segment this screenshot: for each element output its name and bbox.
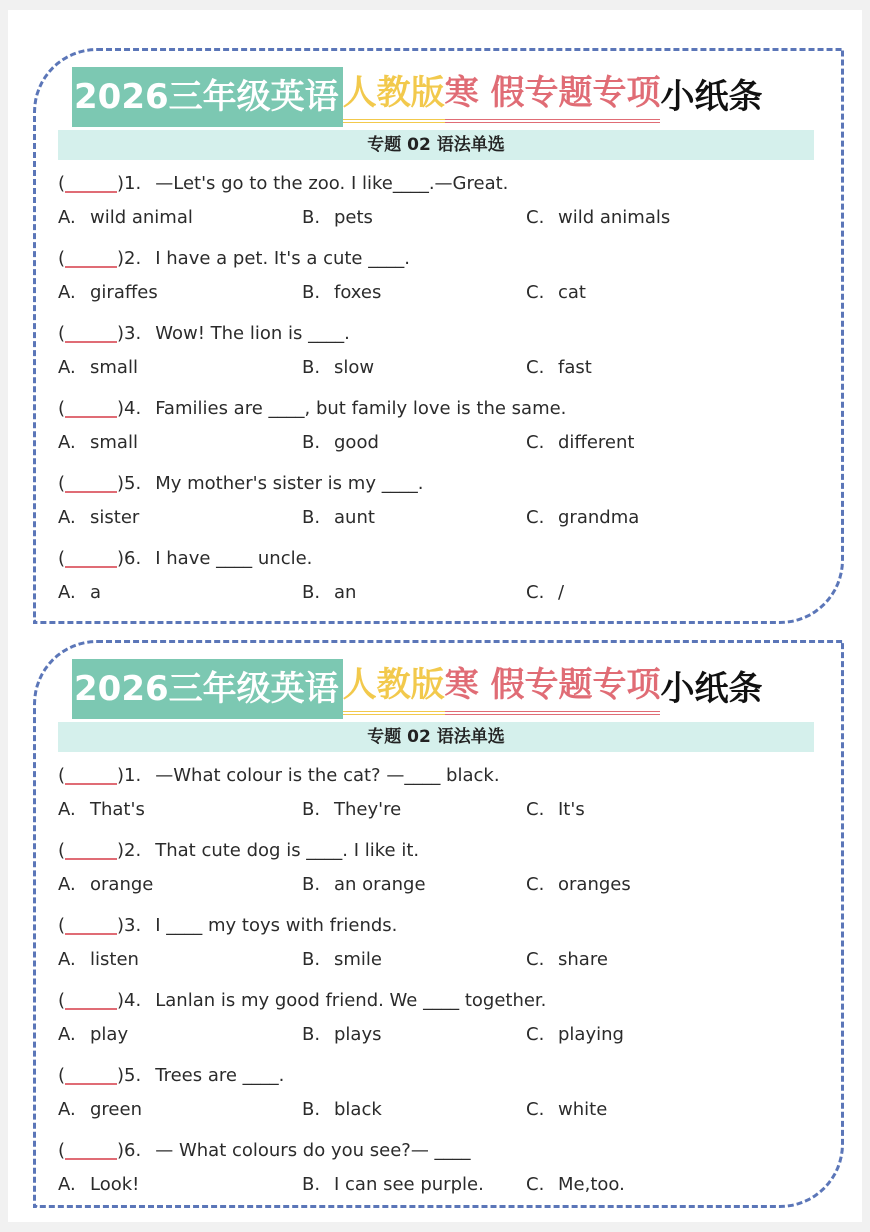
answer-blank[interactable] <box>65 986 117 1010</box>
question-item <box>58 392 818 467</box>
option-text: wild animal <box>90 207 193 228</box>
option-b[interactable] <box>302 351 374 385</box>
option-text: That's <box>90 799 145 820</box>
question-number: )1. <box>117 765 142 786</box>
answer-options <box>58 1168 818 1202</box>
question-item <box>58 542 818 617</box>
option-letter: C. <box>526 799 545 820</box>
option-a[interactable] <box>58 1093 142 1127</box>
question-text: My mother's sister is my ____. <box>155 473 424 494</box>
option-text: foxes <box>334 282 382 303</box>
open-paren: ( <box>58 398 66 419</box>
question-text: Trees are ____. <box>155 1065 285 1086</box>
option-c[interactable] <box>526 1018 624 1052</box>
question-item <box>58 834 818 909</box>
option-b[interactable] <box>302 943 382 977</box>
option-b[interactable] <box>302 1093 382 1127</box>
open-paren: ( <box>58 548 66 569</box>
question-stem-line <box>58 317 818 351</box>
question-stem-line <box>58 759 818 793</box>
open-paren: ( <box>58 1065 66 1086</box>
option-text: an <box>334 582 357 603</box>
question-number: )6. <box>117 1140 142 1161</box>
option-letter: A. <box>58 1099 76 1120</box>
question-text: I have ____ uncle. <box>155 548 313 569</box>
option-letter: B. <box>302 207 321 228</box>
option-text: listen <box>90 949 139 970</box>
question-stem-line <box>58 834 818 868</box>
question-stem-line <box>58 242 818 276</box>
answer-options <box>58 426 818 460</box>
option-a[interactable] <box>58 426 138 460</box>
question-item <box>58 1059 818 1134</box>
worksheet-title <box>72 67 762 127</box>
open-paren: ( <box>58 840 66 861</box>
option-letter: C. <box>526 1024 545 1045</box>
option-letter: C. <box>526 432 545 453</box>
open-paren: ( <box>58 248 66 269</box>
question-text: —Let's go to the zoo. I like____.—Great. <box>155 173 509 194</box>
quiz-card-2 <box>33 640 844 1208</box>
option-letter: C. <box>526 1099 545 1120</box>
option-a[interactable] <box>58 276 158 310</box>
option-text: black <box>334 1099 382 1120</box>
answer-blank[interactable] <box>65 244 117 268</box>
question-number: )5. <box>117 473 142 494</box>
question-stem-line <box>58 392 818 426</box>
option-text: Me,too. <box>558 1174 625 1195</box>
option-text: cat <box>558 282 586 303</box>
question-stem-line <box>58 984 818 1018</box>
option-letter: B. <box>302 282 321 303</box>
question-number: )2. <box>117 248 142 269</box>
title-part-grade: 2026三年级英语 <box>72 659 343 719</box>
option-letter: A. <box>58 799 76 820</box>
option-text: oranges <box>558 874 631 895</box>
option-b[interactable] <box>302 1018 382 1052</box>
open-paren: ( <box>58 1140 66 1161</box>
option-b[interactable] <box>302 501 375 535</box>
answer-options <box>58 793 818 827</box>
option-text: pets <box>334 207 373 228</box>
option-c[interactable] <box>526 501 639 535</box>
option-b[interactable] <box>302 576 356 610</box>
question-item <box>58 242 818 317</box>
option-letter: C. <box>526 207 545 228</box>
question-number: )2. <box>117 840 142 861</box>
option-text: an orange <box>334 874 426 895</box>
option-text: play <box>90 1024 129 1045</box>
answer-options <box>58 576 818 610</box>
question-item <box>58 317 818 392</box>
option-b[interactable] <box>302 201 373 235</box>
option-letter: A. <box>58 1174 76 1195</box>
option-text: slow <box>334 357 375 378</box>
answer-options <box>58 1018 818 1052</box>
option-text: I can see purple. <box>334 1174 484 1195</box>
title-part-topic: 寒 假专题专项 <box>445 67 661 123</box>
option-letter: B. <box>302 507 321 528</box>
question-list <box>58 759 818 1209</box>
answer-blank[interactable] <box>65 761 117 785</box>
option-letter: C. <box>526 1174 545 1195</box>
option-text: good <box>334 432 379 453</box>
question-text: I have a pet. It's a cute ____. <box>155 248 410 269</box>
question-stem-line <box>58 909 818 943</box>
option-letter: A. <box>58 207 76 228</box>
option-a[interactable] <box>58 868 153 902</box>
option-letter: A. <box>58 949 76 970</box>
question-text: I ____ my toys with friends. <box>155 915 398 936</box>
option-a[interactable] <box>58 793 145 827</box>
answer-blank[interactable] <box>65 1136 117 1160</box>
option-letter: A. <box>58 1024 76 1045</box>
option-c[interactable] <box>526 276 586 310</box>
open-paren: ( <box>58 323 66 344</box>
answer-options <box>58 351 818 385</box>
option-text: / <box>558 582 565 603</box>
option-b[interactable] <box>302 868 426 902</box>
option-c[interactable] <box>526 868 631 902</box>
title-part-topic: 寒 假专题专项 <box>445 659 661 715</box>
answer-blank[interactable] <box>65 319 117 343</box>
option-text: smile <box>334 949 382 970</box>
answer-options <box>58 1093 818 1127</box>
option-letter: B. <box>302 582 321 603</box>
option-letter: B. <box>302 1024 321 1045</box>
question-stem-line <box>58 1059 818 1093</box>
question-number: )1. <box>117 173 142 194</box>
question-text: Lanlan is my good friend. We ____ together. <box>155 990 547 1011</box>
question-text: That cute dog is ____. I like it. <box>155 840 420 861</box>
question-number: )3. <box>117 915 142 936</box>
option-text: Look! <box>90 1174 140 1195</box>
option-letter: C. <box>526 282 545 303</box>
title-part-edition: 人教版 <box>343 659 445 715</box>
option-c[interactable] <box>526 576 564 610</box>
option-letter: B. <box>302 1174 321 1195</box>
option-text: share <box>558 949 608 970</box>
option-text: a <box>90 582 102 603</box>
option-c[interactable] <box>526 351 592 385</box>
option-c[interactable] <box>526 943 608 977</box>
answer-options <box>58 501 818 535</box>
option-a[interactable] <box>58 576 101 610</box>
answer-options <box>58 276 818 310</box>
question-item <box>58 984 818 1059</box>
option-letter: B. <box>302 874 321 895</box>
quiz-card-1 <box>33 48 844 624</box>
answer-blank[interactable] <box>65 911 117 935</box>
question-stem-line <box>58 167 818 201</box>
option-a[interactable] <box>58 943 139 977</box>
title-part-note: 小纸条 <box>660 77 763 117</box>
question-item <box>58 759 818 834</box>
question-number: )6. <box>117 548 142 569</box>
option-text: white <box>558 1099 608 1120</box>
option-letter: C. <box>526 949 545 970</box>
option-text: orange <box>90 874 154 895</box>
answer-blank[interactable] <box>65 394 117 418</box>
answer-options <box>58 943 818 977</box>
option-text: fast <box>558 357 592 378</box>
answer-blank[interactable] <box>65 1061 117 1085</box>
option-a[interactable] <box>58 351 138 385</box>
option-letter: C. <box>526 874 545 895</box>
question-text: Wow! The lion is ____. <box>155 323 350 344</box>
option-letter: B. <box>302 949 321 970</box>
open-paren: ( <box>58 473 66 494</box>
answer-blank[interactable] <box>65 169 117 193</box>
option-text: giraffes <box>90 282 158 303</box>
title-part-note: 小纸条 <box>660 669 763 709</box>
option-letter: A. <box>58 507 76 528</box>
answer-options <box>58 201 818 235</box>
title-part-grade: 2026三年级英语 <box>72 67 343 127</box>
option-letter: B. <box>302 1099 321 1120</box>
option-a[interactable] <box>58 501 139 535</box>
option-text: wild animals <box>558 207 671 228</box>
answer-blank[interactable] <box>65 836 117 860</box>
option-letter: C. <box>526 582 545 603</box>
option-b[interactable] <box>302 793 401 827</box>
question-text: — What colours do you see?— ____ <box>155 1140 471 1161</box>
option-b[interactable] <box>302 276 381 310</box>
option-text: sister <box>90 507 140 528</box>
option-letter: B. <box>302 357 321 378</box>
option-c[interactable] <box>526 1168 625 1202</box>
option-text: grandma <box>558 507 640 528</box>
open-paren: ( <box>58 173 66 194</box>
option-letter: A. <box>58 582 76 603</box>
open-paren: ( <box>58 915 66 936</box>
option-text: green <box>90 1099 142 1120</box>
answer-options <box>58 868 818 902</box>
option-c[interactable] <box>526 793 585 827</box>
question-number: )5. <box>117 1065 142 1086</box>
option-b[interactable] <box>302 1168 484 1202</box>
option-text: different <box>558 432 635 453</box>
option-text: small <box>90 357 138 378</box>
option-letter: C. <box>526 507 545 528</box>
title-part-edition: 人教版 <box>343 67 445 123</box>
question-number: )4. <box>117 398 142 419</box>
option-letter: B. <box>302 799 321 820</box>
option-a[interactable] <box>58 1168 139 1202</box>
question-item <box>58 1134 818 1209</box>
answer-blank[interactable] <box>65 469 117 493</box>
question-item <box>58 167 818 242</box>
option-letter: A. <box>58 282 76 303</box>
option-text: small <box>90 432 138 453</box>
question-text: Families are ____, but family love is the same. <box>155 398 567 419</box>
section-subtitle: 专题 02 语法单选 <box>58 130 814 160</box>
question-stem-line <box>58 467 818 501</box>
option-letter: A. <box>58 874 76 895</box>
answer-blank[interactable] <box>65 544 117 568</box>
section-subtitle: 专题 02 语法单选 <box>58 722 814 752</box>
question-text: —What colour is the cat? —____ black. <box>155 765 500 786</box>
worksheet-title <box>72 659 762 719</box>
option-c[interactable] <box>526 426 634 460</box>
option-letter: B. <box>302 432 321 453</box>
option-letter: A. <box>58 357 76 378</box>
question-stem-line <box>58 542 818 576</box>
question-number: )4. <box>117 990 142 1011</box>
option-text: They're <box>334 799 402 820</box>
question-item <box>58 909 818 984</box>
option-letter: C. <box>526 357 545 378</box>
option-text: It's <box>558 799 585 820</box>
question-list <box>58 167 818 617</box>
open-paren: ( <box>58 990 66 1011</box>
option-a[interactable] <box>58 1018 128 1052</box>
option-text: plays <box>334 1024 382 1045</box>
option-text: aunt <box>334 507 375 528</box>
open-paren: ( <box>58 765 66 786</box>
worksheet-page <box>8 10 862 1222</box>
question-number: )3. <box>117 323 142 344</box>
option-b[interactable] <box>302 426 379 460</box>
option-text: playing <box>558 1024 624 1045</box>
question-stem-line <box>58 1134 818 1168</box>
option-a[interactable] <box>58 201 193 235</box>
option-letter: A. <box>58 432 76 453</box>
option-c[interactable] <box>526 201 670 235</box>
question-item <box>58 467 818 542</box>
option-c[interactable] <box>526 1093 607 1127</box>
